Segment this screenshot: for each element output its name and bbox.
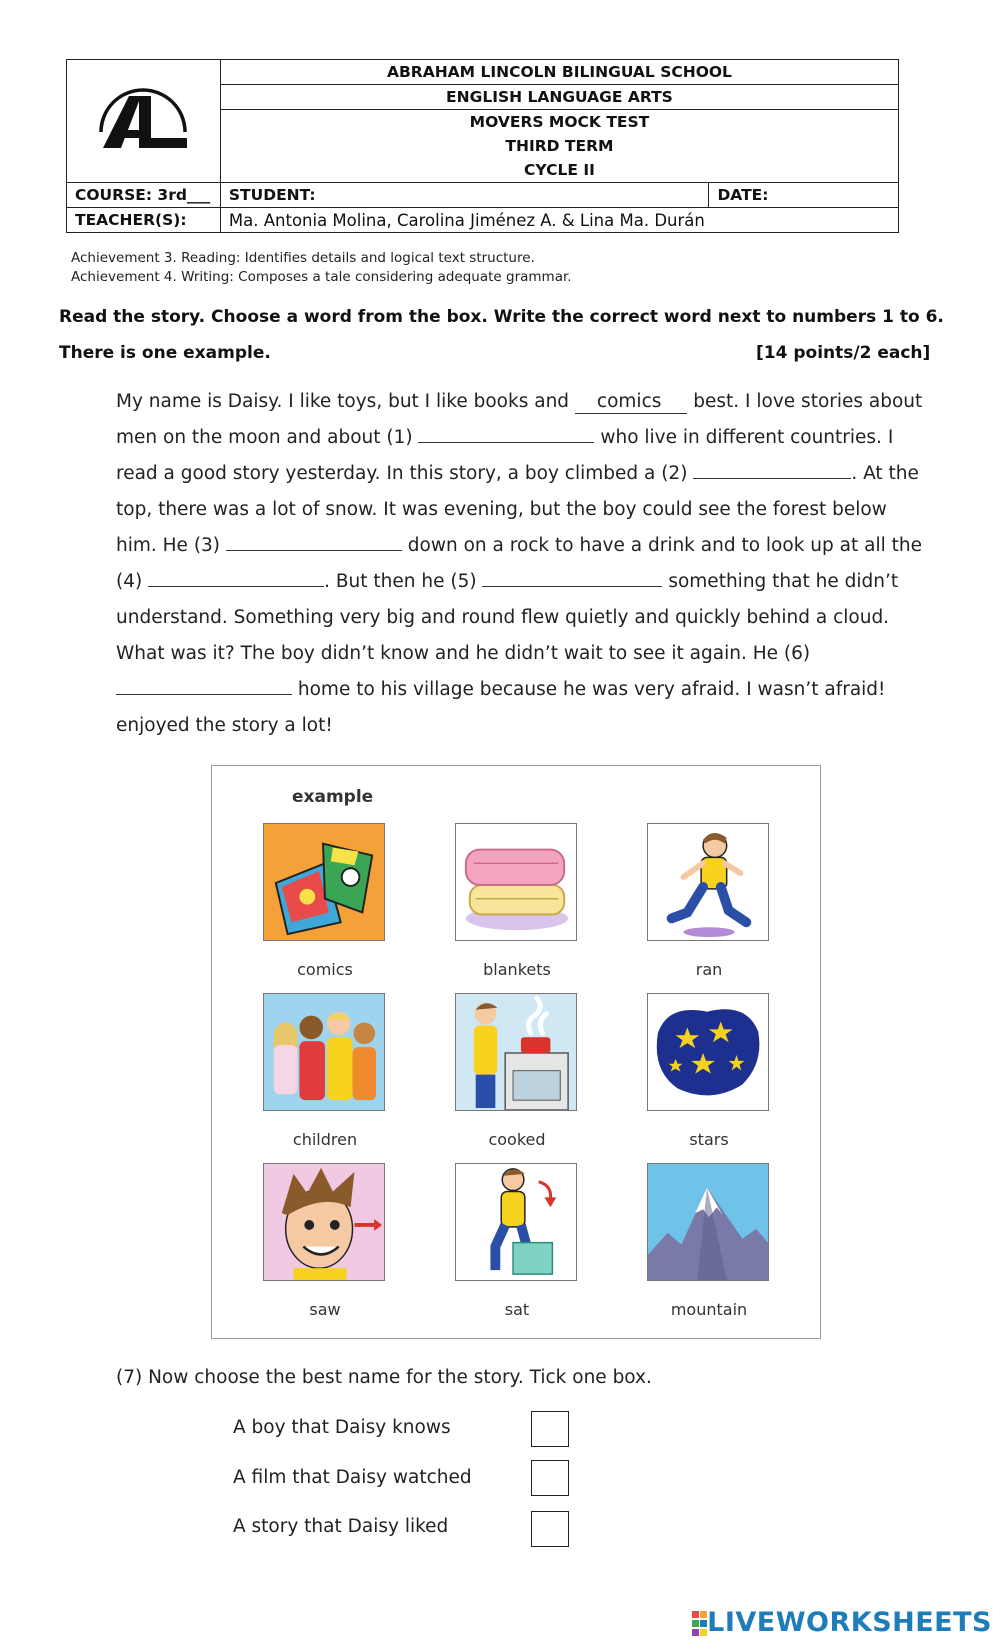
word-saw: saw — [263, 1163, 387, 1319]
subject-title: ENGLISH LANGUAGE ARTS — [220, 85, 898, 110]
ran-picture — [647, 823, 769, 941]
blankets-icon — [456, 824, 576, 940]
word-stars: stars — [647, 993, 771, 1149]
running-boy-icon — [648, 824, 768, 940]
word-blankets: blankets — [455, 823, 579, 979]
saw-picture — [263, 1163, 385, 1281]
course-field: COURSE: 3rd___ — [67, 183, 221, 208]
liveworksheets-brand[interactable]: LIVEWORKSHEETS — [707, 1607, 992, 1638]
option-2-label: A film that Daisy watched — [233, 1467, 472, 1488]
option-3-label: A story that Daisy liked — [233, 1516, 449, 1537]
answer-blank-5[interactable] — [482, 567, 662, 587]
story-text: My name is Daisy. I like toys, but I like books and comics best. I love stories about men on the moon and about (1) who live in different countries. I read a good story yesterday. In this story, a boy climbed a (2) . At the top, there was a lot of snow. It was evening, but the boy could see the forest below him. He (3) down on a rock to have a drink and to look up at all the (4) . But then he (5) something that he didn’t understand. Something very big and round flew quietly and quickly behind a cloud. What was it? The boy didn’t know and he didn’t wait to see it again. He (6) home to his village because he was very afraid. I wasn’t afraid! enjoyed the story a lot! — [116, 391, 923, 736]
teacher-label: TEACHER(S): — [67, 208, 221, 233]
points-label: [14 points/2 each] — [756, 343, 931, 363]
word-box — [211, 765, 821, 1339]
comics-picture — [263, 823, 385, 941]
stars-icon — [648, 994, 768, 1110]
school-logo-icon — [95, 82, 191, 156]
test-title: MOVERS MOCK TEST — [220, 110, 898, 135]
word-comics: comics — [263, 823, 387, 979]
achievement-4: Achievement 4. Writing: Composes a tale considering adequate grammar. — [71, 269, 572, 285]
stars-picture — [647, 993, 769, 1111]
instruction-line-1: Read the story. Choose a word from the box. Write the correct word next to numbers 1 to 6. — [59, 307, 944, 327]
word-children: children — [263, 993, 387, 1149]
header-table — [66, 59, 899, 233]
word-mountain: mountain — [647, 1163, 771, 1319]
option-1-checkbox[interactable] — [531, 1411, 569, 1447]
cooking-boy-icon — [456, 994, 576, 1110]
example-label: example — [292, 787, 374, 807]
answer-blank-6[interactable] — [116, 675, 292, 695]
answer-blank-4[interactable] — [148, 567, 324, 587]
blankets-picture — [455, 823, 577, 941]
sitting-boy-icon — [456, 1164, 576, 1280]
instruction-line-2: There is one example. — [59, 343, 271, 363]
example-answer: comics — [575, 391, 687, 414]
achievement-3: Achievement 3. Reading: Identifies details and logical text structure. — [71, 250, 535, 266]
word-ran: ran — [647, 823, 771, 979]
mountain-icon — [648, 1164, 768, 1280]
student-field: STUDENT: — [220, 183, 709, 208]
answer-blank-1[interactable] — [418, 423, 594, 443]
answer-blank-2[interactable] — [693, 459, 851, 479]
cooked-picture — [455, 993, 577, 1111]
term-title: THIRD TERM — [220, 134, 898, 158]
word-sat: sat — [455, 1163, 579, 1319]
school-logo — [67, 60, 221, 183]
children-icon — [264, 994, 384, 1110]
word-cooked: cooked — [455, 993, 579, 1149]
date-field: DATE: — [709, 183, 899, 208]
looking-boy-icon — [264, 1164, 384, 1280]
comics-icon — [264, 824, 384, 940]
school-name: ABRAHAM LINCOLN BILINGUAL SCHOOL — [220, 60, 898, 85]
option-2-checkbox[interactable] — [531, 1460, 569, 1496]
answer-blank-3[interactable] — [226, 531, 402, 551]
mountain-picture — [647, 1163, 769, 1281]
option-3-checkbox[interactable] — [531, 1511, 569, 1547]
option-1-label: A boy that Daisy knows — [233, 1417, 451, 1438]
children-picture — [263, 993, 385, 1111]
teacher-names: Ma. Antonia Molina, Carolina Jiménez A. & Lina Ma. Durán — [220, 208, 898, 233]
sat-picture — [455, 1163, 577, 1281]
cycle-title: CYCLE II — [220, 158, 898, 183]
question-7-prompt: (7) Now choose the best name for the story. Tick one box. — [116, 1367, 652, 1388]
